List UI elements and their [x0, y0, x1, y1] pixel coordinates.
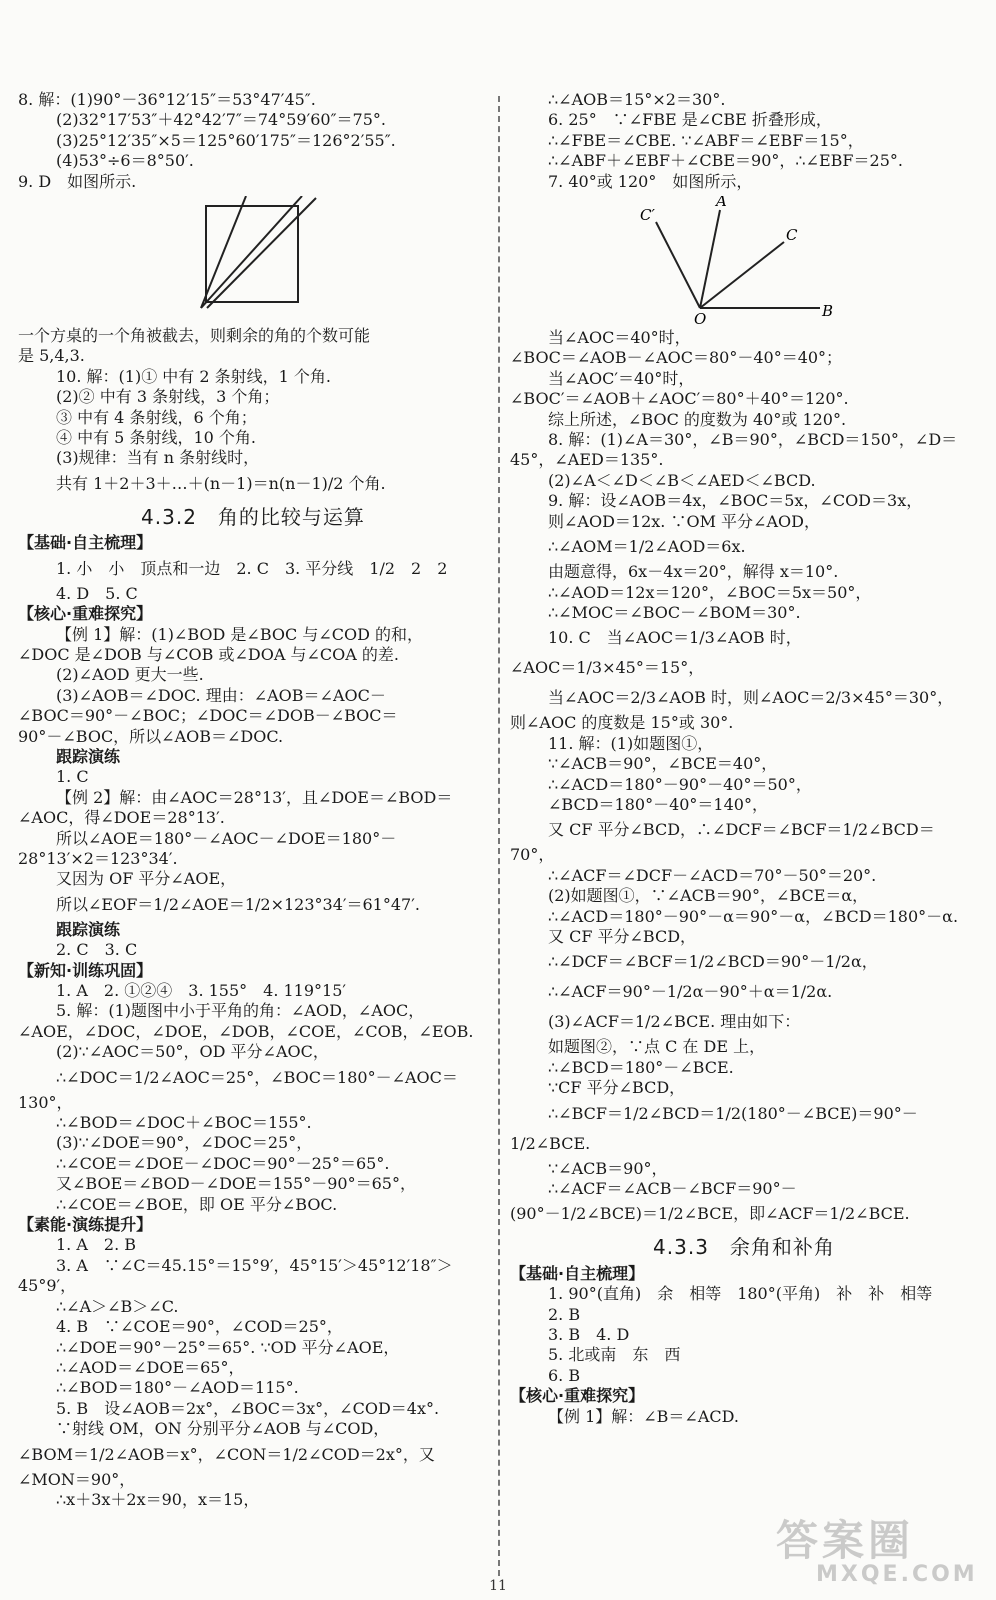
q10-line: (3)规律：当有 n 条射线时，	[56, 448, 260, 468]
cut-line	[201, 196, 302, 308]
skill-line: 4. B ∵∠COE＝90°，∠COD＝25°，	[56, 1317, 343, 1337]
r-line: 如题图②，∵点 C 在 DE 上，	[548, 1037, 766, 1057]
right-column	[510, 90, 978, 1427]
new-line: ∠AOE，∠DOC，∠DOE，∠DOB，∠COE，∠COB，∠EOB.	[18, 1021, 474, 1041]
skill-line: ∴∠A＞∠B＞∠C.	[56, 1296, 179, 1316]
r-line: 10. C 当∠AOC＝1/3∠AOB 时，	[548, 628, 802, 648]
section-title-433: 4.3.3 余角和补角	[653, 1235, 835, 1260]
skill-line: ∴x＋3x＋2x＝90，x＝15，	[56, 1489, 260, 1509]
new-line: ∴∠COE＝∠DOE－∠DOC＝90°－25°＝65°.	[56, 1153, 390, 1173]
r-line: ∴∠ACD＝180°－90°－40°＝50°，	[548, 774, 812, 794]
ex1-line: (3)∠AOB＝∠DOC. 理由：∠AOB＝∠AOC－	[56, 685, 386, 705]
basic-line: 1. 小 小 顶点和一边 2. C 3. 平分线 1/2 2 2	[56, 558, 448, 578]
r-line: 当∠AOC＝2/3∠AOB 时，则∠AOC＝2/3×45°＝30°，	[548, 688, 954, 708]
r-line: ∴∠ABF＋∠EBF＋∠CBE＝90°，∴∠EBF＝25°.	[548, 151, 903, 171]
skill-line: 5. B 设∠AOB＝2x°，∠BOC＝3x°，∠COD＝4x°.	[56, 1398, 440, 1418]
r-line: (3)∠ACF＝1/2∠BCE. 理由如下：	[548, 1012, 801, 1032]
ray-oa	[700, 210, 720, 308]
new-line: ∴∠COE＝∠BOE，即 OE 平分∠BOC.	[56, 1194, 338, 1214]
q9-text: 一个方桌的一个角被截去，则剩余的角的个数可能	[18, 326, 371, 346]
skill-line: 3. A ∵∠C＝45.15°＝15°9′，45°15′＞45°12′18″＞	[56, 1255, 453, 1275]
r-line: ∴∠MOC＝∠BOC－∠BOM＝30°.	[548, 602, 801, 622]
r-line: ∴∠BCF＝1/2∠BCD＝1/2(180°－∠BCE)＝90°－	[548, 1103, 918, 1123]
r-line: 当∠AOC′＝40°时，	[548, 368, 695, 388]
watermark-logo	[776, 1508, 976, 1590]
r-line: ∴∠AOD＝12x＝120°，∠BOC＝5x＝50°，	[548, 582, 872, 602]
q10-line: 10. 解：(1)① 中有 2 条射线，1 个角.	[56, 366, 331, 386]
r-line: ∴∠ACD＝180°－90°－α＝90°－α，∠BCD＝180°－α.	[548, 906, 959, 926]
r-line: 1/2∠BCE.	[510, 1133, 591, 1153]
column-divider	[498, 96, 500, 1576]
r-line: ∴∠BCD＝180°－∠BCE.	[548, 1057, 734, 1077]
ray-ocprime	[656, 222, 700, 308]
track-heading: 跟踪演练	[56, 746, 121, 766]
ex2-line: 所以∠EOF＝1/2∠AOE＝1/2×123°34′＝61°47′.	[56, 894, 420, 914]
r-line: ∠BCD＝180°－40°＝140°，	[548, 794, 768, 814]
watermark-url: MXQE.COM	[816, 1562, 978, 1587]
q10-line: ③ 中有 4 条射线，6 个角；	[56, 407, 257, 427]
new-line: 1. A 2. ①②④ 3. 155° 4. 119°15′	[56, 981, 347, 1000]
r-line: (2)∠A＜∠D＜∠B＜∠AED＜∠BCD.	[548, 470, 816, 490]
q9-figure	[18, 196, 488, 322]
basic-heading: 【基础·自主梳理】	[18, 533, 153, 553]
r-line: (2)如题图①，∵∠ACB＝90°，∠BCE＝α，	[548, 886, 869, 906]
core-heading: 【核心·重难探究】	[510, 1386, 645, 1406]
track-line: 2. C 3. C	[56, 940, 138, 960]
q10-line: ④ 中有 5 条射线，10 个角.	[56, 428, 256, 448]
r-line: 7. 40°或 120° 如图所示，	[548, 171, 753, 191]
new-line: (3)∵∠DOE＝90°，∠DOC＝25°，	[56, 1133, 313, 1153]
r-line: ∴∠ACF＝∠ACB－∠BCF＝90°－	[548, 1179, 797, 1198]
basic-line: 3. B 4. D	[548, 1325, 630, 1345]
label-cprime: C′	[640, 206, 655, 225]
watermark-text: 答案圈	[776, 1516, 915, 1565]
r-line: ∠BOC＝∠AOB－∠AOC＝80°－40°＝40°；	[510, 348, 843, 368]
r-line: ∴∠ACF＝90°－1/2α－90°＋α＝1/2α.	[548, 982, 833, 1002]
ex2-line: 又因为 OF 平分∠AOE，	[56, 869, 237, 889]
basic-line: 4. D 5. C	[56, 583, 138, 603]
r-line: ∵∠ACB＝90°，	[548, 1158, 668, 1178]
new-line: (2)∵∠AOC＝50°，OD 平分∠AOC，	[56, 1042, 329, 1062]
r-line: ∴∠DCF＝∠BCF＝1/2∠BCD＝90°－1/2α，	[548, 952, 878, 972]
q8-line: (3)25°12′35″×5＝125°60′175″＝126°2′55″.	[56, 130, 396, 150]
r-line: ∴∠AOB＝15°×2＝30°.	[548, 90, 726, 109]
basic-line: 6. B	[548, 1365, 581, 1385]
r-line: 11. 解：(1)如题图①，	[548, 733, 714, 753]
label-a: A	[716, 196, 727, 211]
q8-line: (2)32°17′53″＋42°42′7″＝74°59′60″＝75°.	[56, 110, 386, 130]
basic-line: 5. 北或南 东 西	[548, 1345, 681, 1365]
new-line: 130°，	[18, 1092, 73, 1112]
ex1-line: 90°－∠BOC，所以∠AOB＝∠DOC.	[18, 726, 284, 746]
ray-oc	[700, 242, 784, 308]
ex2-line: 所以∠AOE＝180°－∠AOC－∠DOE＝180°－	[56, 828, 397, 848]
q9-text: 是 5,4,3.	[18, 346, 85, 366]
r-line: 由题意得，6x－4x＝20°，解得 x＝10°.	[548, 562, 839, 582]
r-line: 9. 解：设∠AOB＝4x，∠BOC＝5x，∠COD＝3x，	[548, 491, 923, 511]
new-heading: 【新知·训练巩固】	[18, 960, 153, 980]
r-line: (90°－1/2∠BCE)＝1/2∠BCE，即∠ACF＝1/2∠BCE.	[510, 1204, 910, 1224]
section-title-432: 4.3.2 角的比较与运算	[141, 504, 365, 529]
ex1-line: ∠DOC 是∠DOB 与∠COB 或∠DOA 与∠COA 的差.	[18, 644, 399, 664]
r-line: ∵∠ACB＝90°，∠BCE＝40°，	[548, 754, 778, 774]
ex1-line: 【例 1】解：∠B＝∠ACD.	[548, 1406, 739, 1426]
skill-line: 45°9′，	[18, 1276, 77, 1296]
label-b: B	[822, 302, 834, 321]
r-line: 当∠AOC＝40°时，	[548, 328, 691, 348]
r-line: 70°，	[510, 845, 555, 865]
r-line: 则∠AOD＝12x. ∵OM 平分∠AOD，	[548, 511, 820, 531]
r-line: ∴∠ACF＝∠DCF－∠ACD＝70°－50°＝20°.	[548, 865, 877, 885]
core-heading: 【核心·重难探究】	[18, 604, 153, 624]
basic-line: 2. B	[548, 1304, 581, 1324]
r-line: ∴∠AOM＝1/2∠AOD＝6x.	[548, 537, 746, 557]
ex1-line: (2)∠AOD 更大一些.	[56, 665, 204, 685]
basic-heading: 【基础·自主梳理】	[510, 1263, 645, 1283]
ex2-line: 【例 2】解：由∠AOC＝28°13′，且∠DOE＝∠BOD＝	[56, 787, 453, 807]
r-line: 8. 解：(1)∠A＝30°，∠B＝90°，∠BCD＝150°，∠D＝	[548, 430, 958, 450]
label-c: C	[786, 226, 798, 245]
r-line: 又 CF 平分∠BCD，	[548, 926, 697, 946]
left-column	[18, 90, 488, 1510]
q7-figure	[510, 196, 978, 324]
new-line: 又∠BOE＝∠BOD－∠DOE＝155°－90°＝65°，	[56, 1174, 416, 1194]
r-line: ∠AOC＝1/3×45°＝15°，	[510, 658, 705, 678]
page-number: 11	[489, 1578, 507, 1594]
ex2-line: ∠AOC，得∠DOE＝28°13′.	[18, 808, 225, 828]
skill-line: ∴∠DOE＝90°－25°＝65°. ∵OD 平分∠AOE，	[56, 1337, 400, 1357]
r-line: 又 CF 平分∠BCD，∴∠DCF＝∠BCF＝1/2∠BCD＝	[548, 820, 935, 840]
new-line: 5. 解：(1)题图中小于平角的角：∠AOD，∠AOC，	[56, 1001, 425, 1021]
track-line: 1. C	[56, 767, 89, 787]
q8-line: (4)53°÷6＝8°50′.	[56, 151, 194, 171]
skill-line: ∴∠BOD＝180°－∠AOD＝115°.	[56, 1378, 299, 1398]
r-line: 则∠AOC 的度数是 15°或 30°.	[510, 713, 734, 733]
q10-line: (2)② 中有 3 条射线，3 个角；	[56, 387, 280, 407]
r-line: ∠BOC′＝∠AOB＋∠AOC′＝80°＋40°＝120°.	[510, 389, 849, 409]
r-line: ∴∠FBE＝∠CBE. ∵∠ABF＝∠EBF＝15°，	[548, 130, 864, 150]
skill-line: 1. A 2. B	[56, 1235, 137, 1255]
r-line: 综上所述，∠BOC 的度数为 40°或 120°.	[548, 409, 847, 429]
new-line: ∴∠DOC＝1/2∠AOC＝25°，∠BOC＝180°－∠AOC＝	[56, 1067, 458, 1087]
ex1-line: ∠BOC＝90°－∠BOC；∠DOC＝∠DOB－∠BOC＝	[18, 706, 398, 726]
label-o: O	[694, 310, 707, 325]
skill-line: ∴∠AOD＝∠DOE＝65°，	[56, 1357, 245, 1377]
r-line: 45°，∠AED＝135°.	[510, 450, 664, 470]
q8-line: 8. 解：(1)90°－36°12′15″＝53°47′45″.	[18, 90, 316, 109]
ex2-line: 28°13′×2＝123°34′.	[18, 848, 178, 868]
basic-line: 1. 90°(直角) 余 相等 180°(平角) 补 补 相等	[548, 1284, 933, 1304]
skill-line: ∠BOM＝1/2∠AOB＝x°，∠CON＝1/2∠COD＝2x°，又	[18, 1444, 435, 1464]
q10-line: 共有 1＋2＋3＋…＋(n－1)＝n(n－1)/2 个角.	[56, 473, 386, 493]
track-heading: 跟踪演练	[56, 919, 121, 939]
r-line: ∵CF 平分∠BCD，	[548, 1078, 686, 1098]
skill-heading: 【素能·演练提升】	[18, 1215, 153, 1235]
r-line: 6. 25° ∵∠FBE 是∠CBE 折叠形成，	[548, 110, 832, 130]
skill-line: ∵射线 OM，ON 分别平分∠AOB 与∠COD，	[56, 1419, 390, 1439]
q9-line: 9. D 如图所示.	[18, 171, 137, 191]
new-line: ∴∠BOD＝∠DOC＋∠BOC＝155°.	[56, 1113, 312, 1133]
skill-line: ∠MON＝90°，	[18, 1469, 136, 1489]
ex1-line: 【例 1】解：(1)∠BOD 是∠BOC 与∠COD 的和，	[56, 624, 424, 644]
